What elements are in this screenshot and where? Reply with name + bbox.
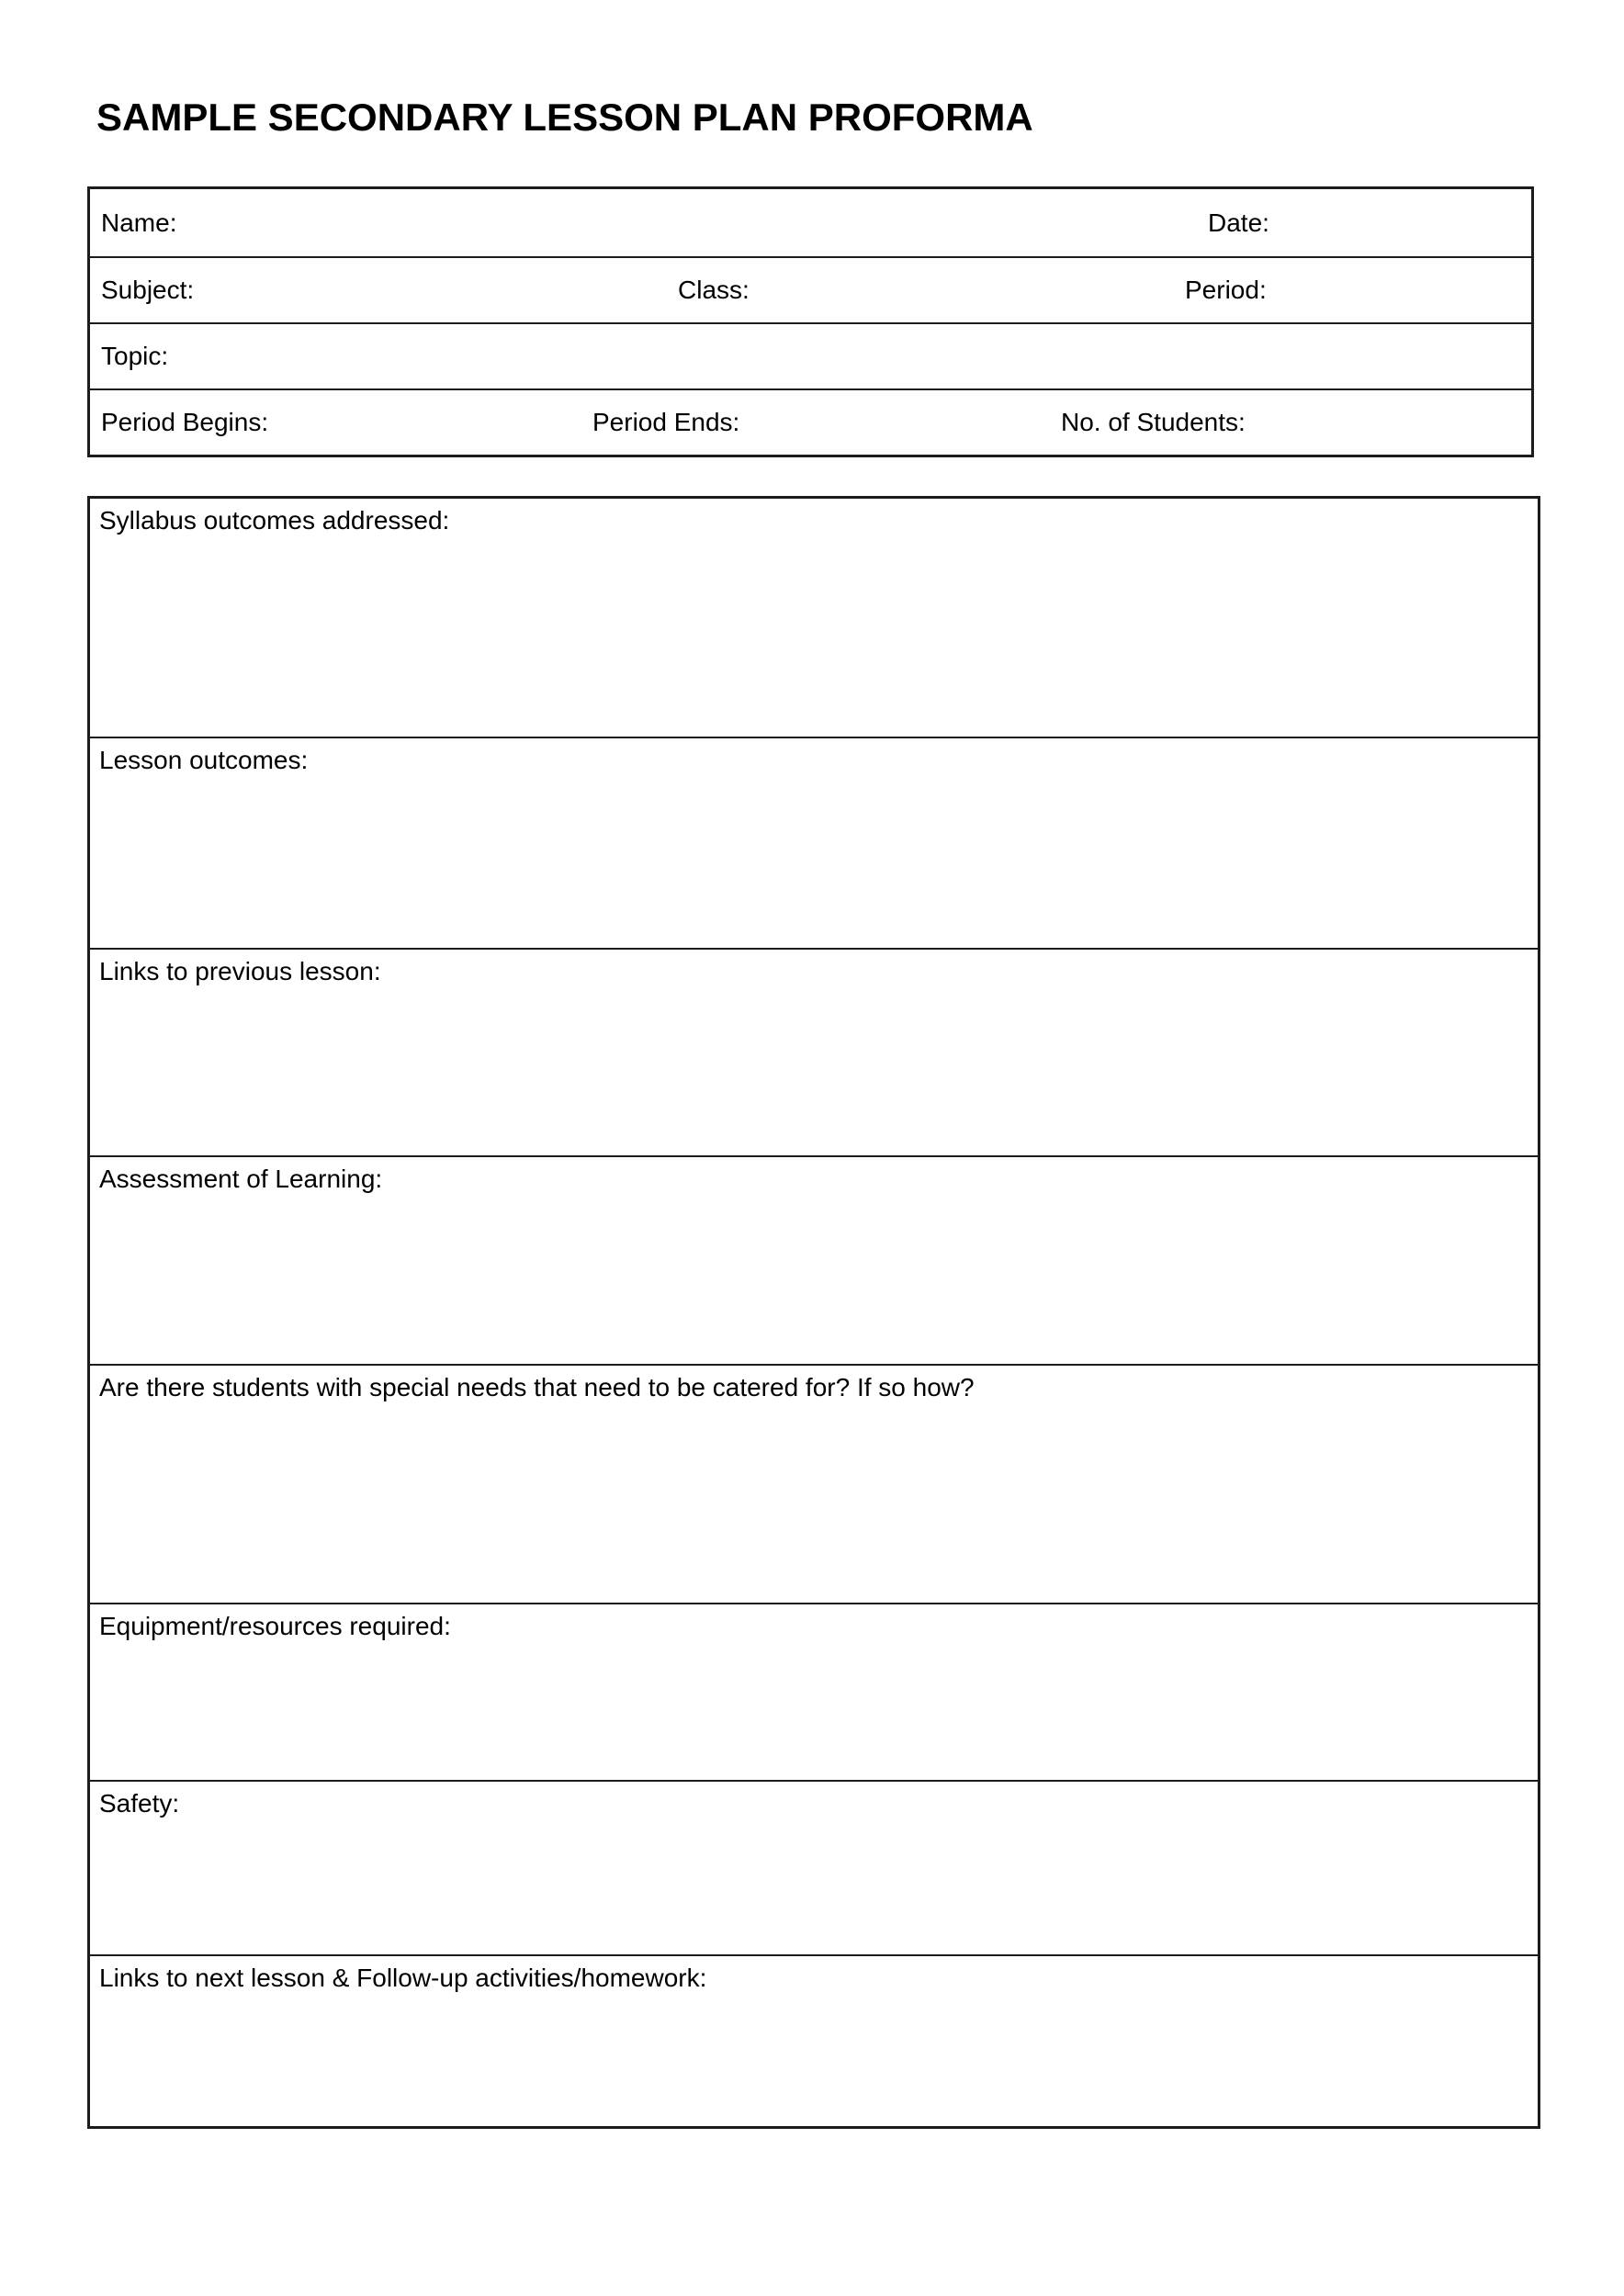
assessment-of-learning-label: Assessment of Learning:	[99, 1165, 383, 1193]
section-syllabus-outcomes	[90, 499, 1538, 737]
class-label: Class:	[678, 276, 750, 305]
topic-label: Topic:	[101, 342, 169, 371]
header-row-topic	[90, 322, 1531, 388]
syllabus-outcomes-label: Syllabus outcomes addressed:	[99, 506, 450, 535]
equipment-resources-field-area[interactable]	[90, 1642, 1538, 1780]
section-links-previous-lesson	[90, 948, 1538, 1155]
safety-label: Safety:	[99, 1789, 180, 1818]
lesson-outcomes-field-area[interactable]	[90, 776, 1538, 948]
special-needs-field-area[interactable]	[90, 1403, 1538, 1603]
date-label: Date:	[1208, 208, 1269, 237]
no-of-students-label: No. of Students:	[1061, 408, 1246, 437]
page-title: SAMPLE SECONDARY LESSON PLAN PROFORMA	[96, 96, 1033, 139]
header-row-subject-class-period	[90, 256, 1531, 322]
subject-class-period-field-area[interactable]	[90, 258, 1531, 322]
name-date-field-area[interactable]	[90, 189, 1531, 256]
header-row-name-date	[90, 189, 1531, 256]
section-links-next-lesson	[90, 1954, 1538, 2126]
equipment-resources-label: Equipment/resources required:	[99, 1612, 451, 1640]
section-equipment-resources	[90, 1603, 1538, 1780]
syllabus-outcomes-field-area[interactable]	[90, 536, 1538, 737]
subject-label: Subject:	[101, 276, 195, 305]
lesson-sections-table	[87, 496, 1540, 2129]
period-times-students-field-area[interactable]	[90, 390, 1531, 455]
header-info-table	[87, 186, 1534, 457]
links-next-lesson-label: Links to next lesson & Follow-up activities/homework:	[99, 1964, 707, 1992]
period-begins-label: Period Begins:	[101, 408, 269, 437]
lesson-outcomes-label: Lesson outcomes:	[99, 746, 309, 774]
safety-field-area[interactable]	[90, 1819, 1538, 1954]
special-needs-label: Are there students with special needs that need to be catered for? If so how?	[99, 1373, 975, 1401]
links-previous-lesson-label: Links to previous lesson:	[99, 957, 381, 985]
period-label: Period:	[1185, 276, 1267, 305]
section-lesson-outcomes	[90, 737, 1538, 948]
section-special-needs	[90, 1364, 1538, 1603]
section-assessment-of-learning	[90, 1155, 1538, 1364]
assessment-of-learning-field-area[interactable]	[90, 1195, 1538, 1364]
topic-field-area[interactable]	[90, 324, 1531, 388]
section-safety	[90, 1780, 1538, 1954]
header-row-period-times-students	[90, 388, 1531, 455]
period-ends-label: Period Ends:	[592, 408, 740, 437]
links-previous-lesson-field-area[interactable]	[90, 987, 1538, 1155]
links-next-lesson-field-area[interactable]	[90, 1994, 1538, 2126]
name-label: Name:	[101, 208, 177, 237]
